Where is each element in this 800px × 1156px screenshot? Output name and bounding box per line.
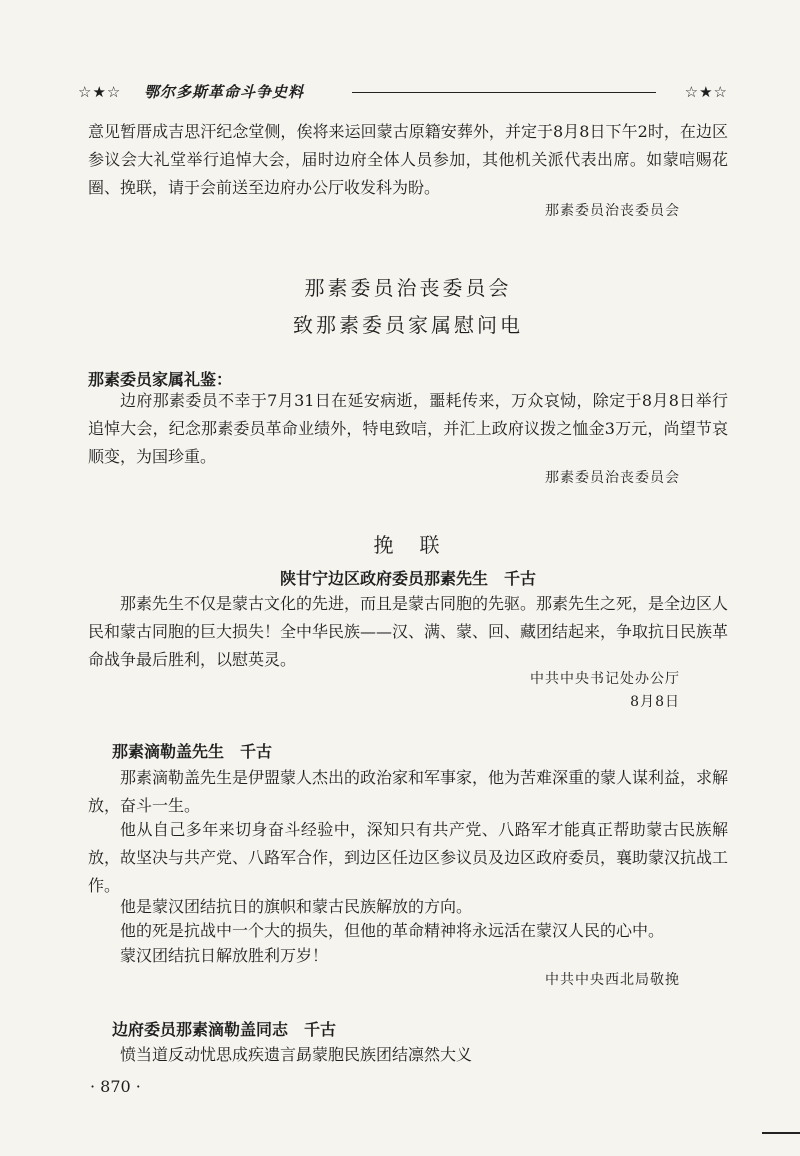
elegy-second-heading: 那素滴勒盖先生 千古 [112,742,273,761]
star-ornament-icon: ☆★☆ [78,83,122,101]
telegram-signature: 那素委员治丧委员会 [545,470,680,486]
header-rule [352,92,656,93]
telegram-title-line2: 致那素委员家属慰问电 [293,313,523,337]
running-header [78,80,728,106]
telegram-salutation: 那素委员家属礼鉴： [88,370,233,389]
elegy-third-heading: 边府委员那素滴勒盖同志 千古 [112,1020,337,1039]
elegy-first-heading: 陕甘宁边区政府委员那素先生 千古 [279,569,536,588]
elegy-second-signature: 中共中央西北局敬挽 [545,972,680,988]
elegy-section-title: 挽 联 [373,533,443,557]
elegy-second-paragraph: 他是蒙汉团结抗日的旗帜和蒙古民族解放的方向。 [120,897,473,916]
elegy-first-body: 那素先生不仅是蒙古文化的先进，而且是蒙古同胞的先驱。那素先生之死，是全边区人民和蒙古同胞的巨大损失！全中华民族——汉、满、蒙、回、藏团结起来，争取抗日民族革命战争最后胜利，以慰英灵。 [88,594,729,669]
elegy-first-signature: 中共中央书记处办公厅 [530,671,680,687]
running-title: 鄂尔多斯革命斗争史料 [144,83,305,101]
telegram-title-line1: 那素委员治丧委员会 [304,276,512,300]
intro-signature: 那素委员治丧委员会 [545,203,680,219]
elegy-second-paragraph: 他从自己多年来切身奋斗经验中，深知只有共产党、八路军才能真正帮助蒙古民族解放，故坚决与共产党、八路军合作，到边区任边区参议员及边区政府委员，襄助蒙汉抗战工作。 [88,820,729,895]
page-number: · 870 · [90,1077,141,1096]
elegy-first-date: 8月8日 [630,694,680,710]
elegy-second-paragraph: 蒙汉团结抗日解放胜利万岁！ [120,946,329,965]
corner-mark [762,1132,800,1134]
elegy-second-paragraph: 那素滴勒盖先生是伊盟蒙人杰出的政治家和军事家，他为苦难深重的蒙人谋利益，求解放，奋斗一生。 [88,768,729,815]
elegy-second-paragraph: 他的死是抗战中一个大的损失，但他的革命精神将永远活在蒙汉人民的心中。 [120,921,665,940]
star-ornament-icon: ☆★☆ [684,83,728,101]
telegram-body: 边府那素委员不幸于7月31日在延安病逝，噩耗传来，万众哀恸，除定于8月8日举行追悼大会，纪念那素委员革命业绩外，特电致唁，并汇上政府议拨之恤金3万元，尚望节哀顺变，为国珍重。 [88,391,728,466]
intro-paragraph: 意见暂厝成吉思汗纪念堂侧，俟将来运回蒙古原籍安葬外，并定于8月8日下午2时，在边区参议会大礼堂举行追悼大会，届时边府全体人员参加，其他机关派代表出席。如蒙唁赐花圈、挽联，请于会前送至边府办公厅收发科为盼。 [88,122,728,197]
elegy-third-body: 愤当道反动忧思成疾遗言勗蒙胞民族团结凛然大义 [120,1045,473,1064]
